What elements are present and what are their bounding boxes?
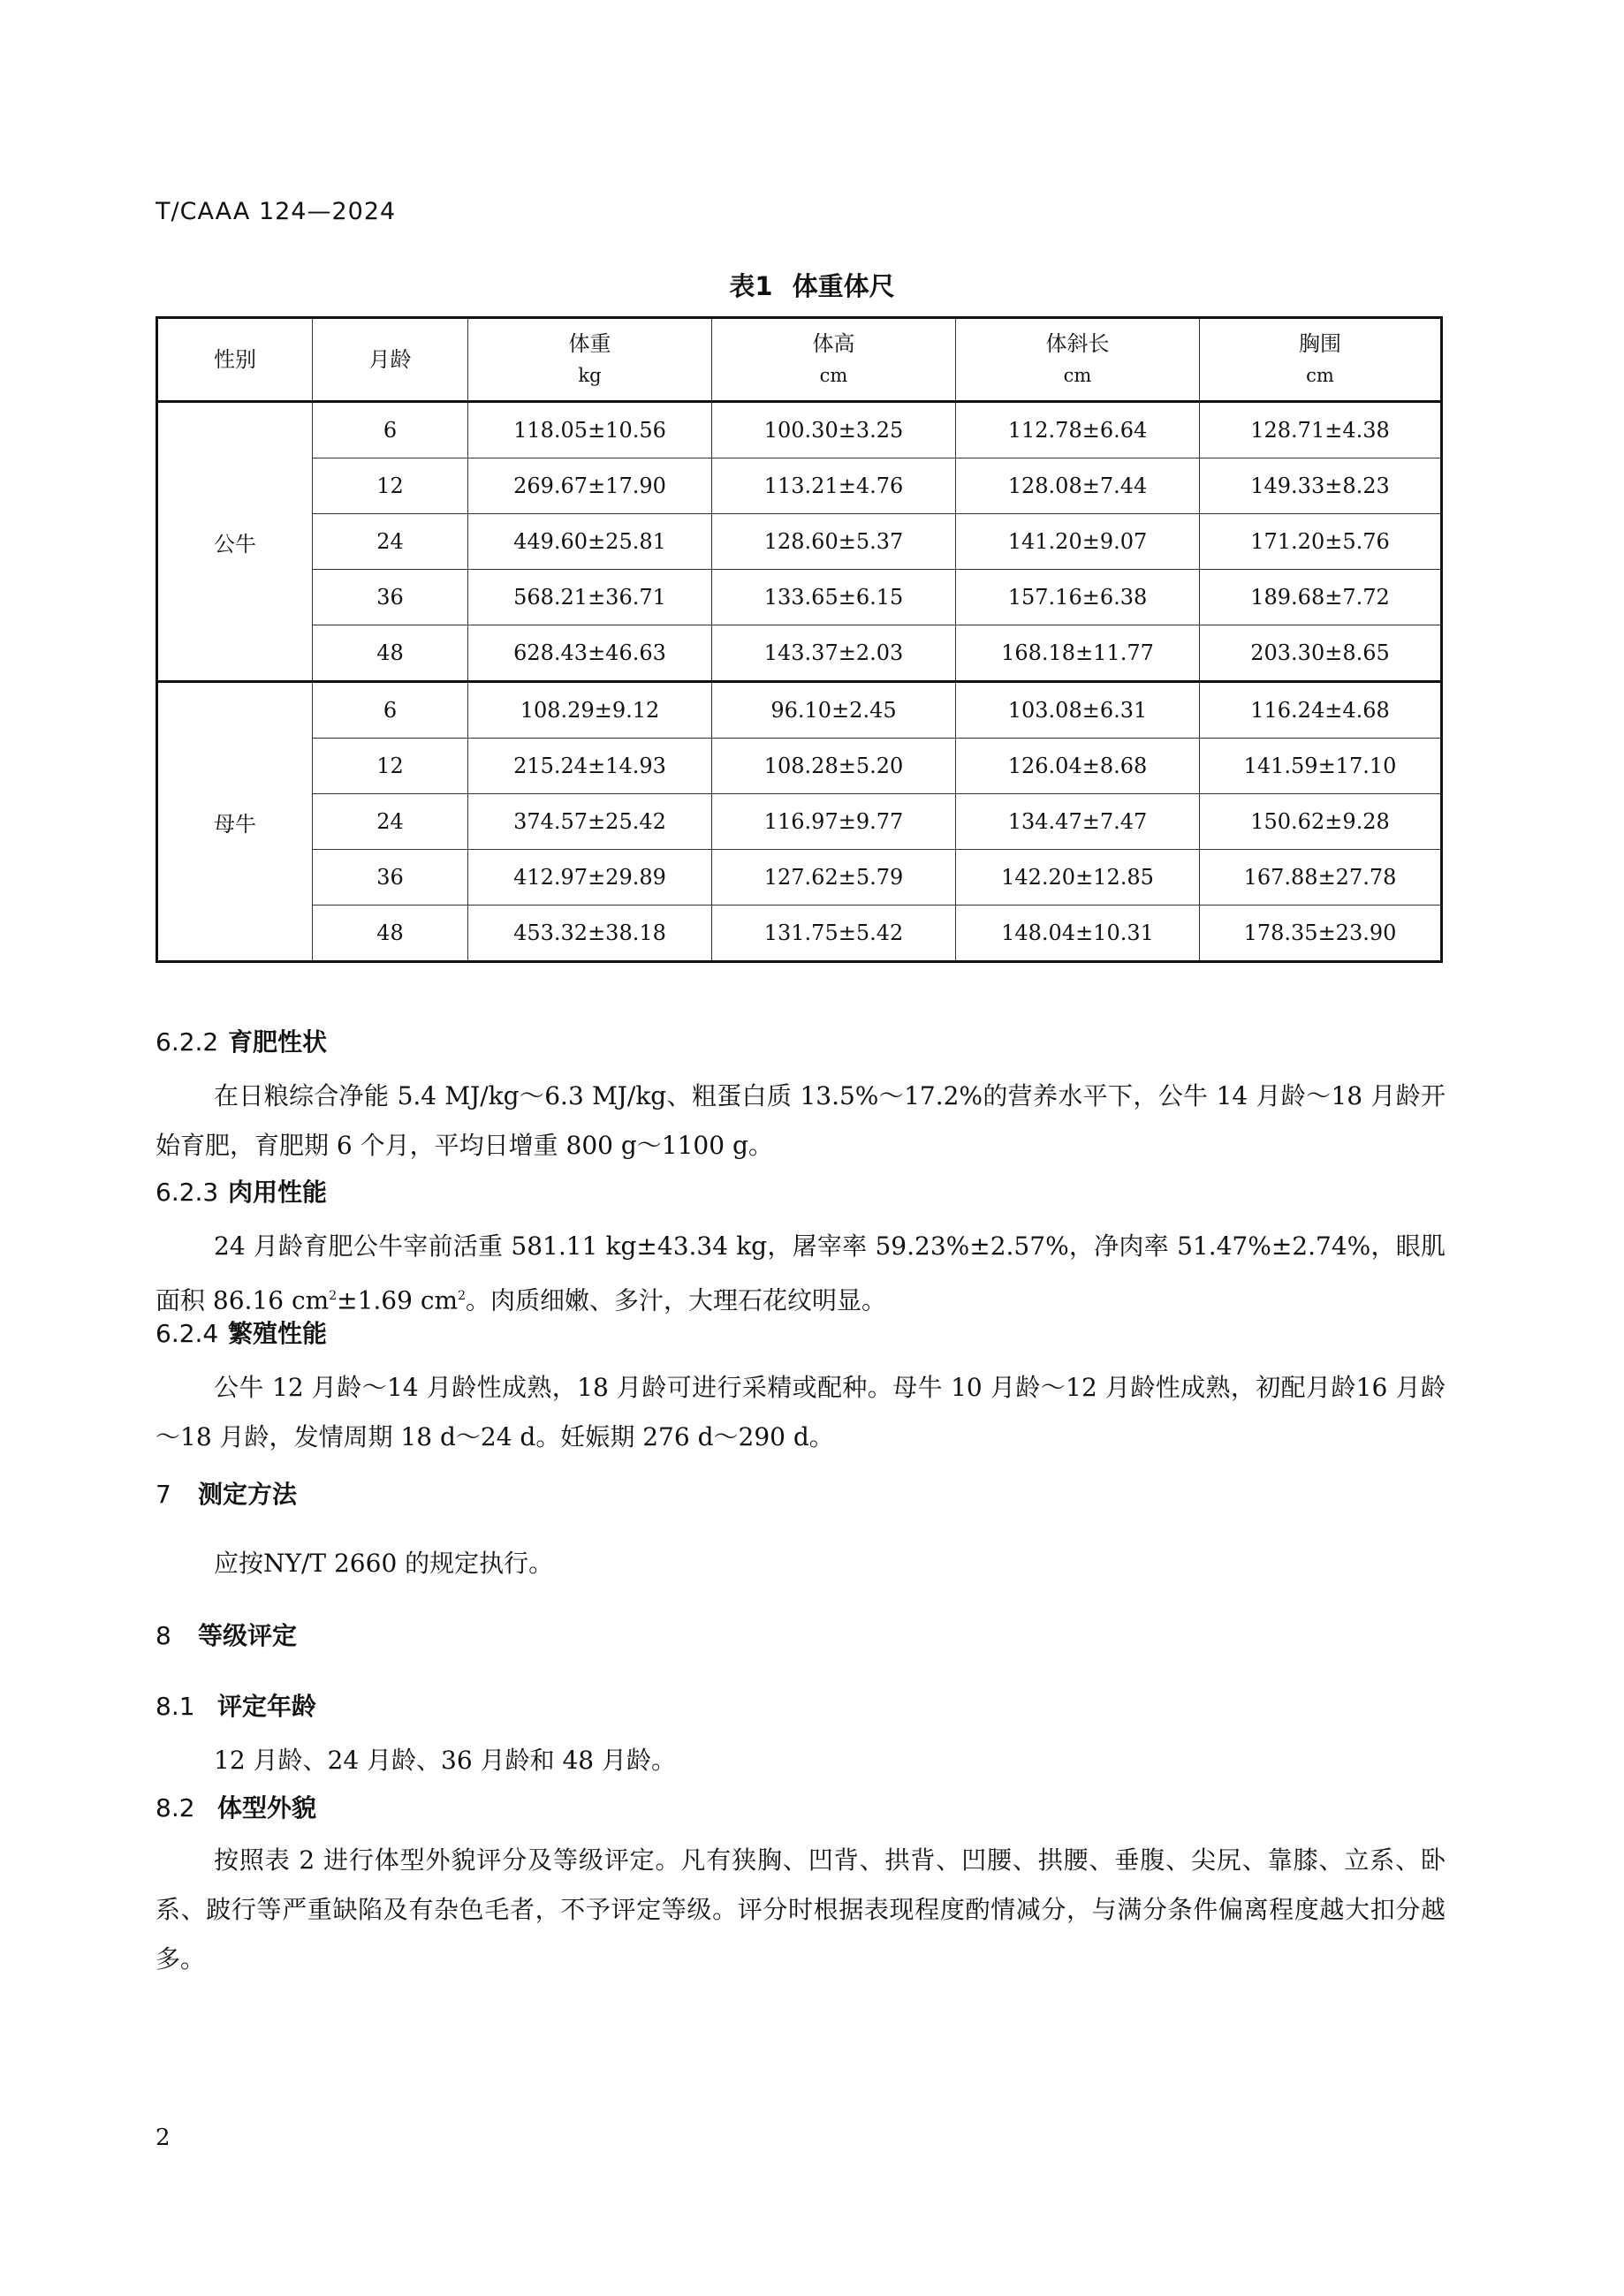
table-row [157, 850, 1442, 906]
chest-cell: 189.68±7.72 [1200, 570, 1442, 625]
female-group [157, 682, 1442, 962]
text-segment: 。肉质细嫩、多汁，大理石花纹明显。 [465, 1285, 886, 1315]
table-caption [0, 267, 1624, 303]
weight-cell: 108.29±9.12 [468, 682, 712, 739]
header-weight-label: 体重 [568, 331, 611, 356]
section-heading-8-2 [156, 1789, 316, 1824]
body-length-cell: 103.08±6.31 [956, 682, 1200, 739]
chest-cell: 116.24±4.68 [1200, 682, 1442, 739]
weight-cell: 628.43±46.63 [468, 625, 712, 682]
male-group [157, 402, 1442, 682]
table-row [157, 682, 1442, 739]
age-cell: 12 [313, 739, 468, 794]
weight-cell: 269.67±17.90 [468, 458, 712, 514]
section-title: 评定年龄 [217, 1692, 317, 1721]
age-cell: 48 [313, 625, 468, 682]
section-number: 6.2.4 [156, 1319, 219, 1348]
section-title: 肉用性能 [228, 1178, 328, 1207]
weight-cell: 215.24±14.93 [468, 739, 712, 794]
height-cell: 143.37±2.03 [712, 625, 956, 682]
section-text-6-2-4: 公牛 12 月龄～14 月龄性成熟，18 月龄可进行采精或配种。母牛 10 月龄～12 月龄性成熟，初配月龄16 月龄～18 月龄，发情周期 18 d～24 d。妊娠期 276 d～290 d。 [156, 1373, 1446, 1451]
section-heading-8 [156, 1617, 297, 1652]
table-row [157, 570, 1442, 625]
header-body-length-label: 体斜长 [1045, 331, 1110, 356]
chest-cell: 178.35±23.90 [1200, 906, 1442, 962]
section-number: 8.1 [156, 1692, 195, 1721]
body-length-cell: 126.04±8.68 [956, 739, 1200, 794]
weight-cell: 374.57±25.42 [468, 794, 712, 850]
header-age: 月龄 [313, 318, 468, 402]
chest-cell: 203.30±8.65 [1200, 625, 1442, 682]
body-length-cell: 134.47±7.47 [956, 794, 1200, 850]
section-text-6-2-3 [156, 1222, 1446, 1325]
section-number: 8.2 [156, 1793, 195, 1822]
chest-cell: 171.20±5.76 [1200, 514, 1442, 570]
weight-cell: 568.21±36.71 [468, 570, 712, 625]
text-segment: ±1.69 cm [337, 1285, 459, 1315]
superscript: 2 [458, 1289, 466, 1303]
table-row [157, 794, 1442, 850]
height-cell: 113.21±4.76 [712, 458, 956, 514]
body-length-cell: 142.20±12.85 [956, 850, 1200, 906]
age-cell: 24 [313, 794, 468, 850]
section-number: 7 [156, 1480, 171, 1509]
age-cell: 24 [313, 514, 468, 570]
section-title: 繁殖性能 [228, 1319, 328, 1348]
header-weight [468, 318, 712, 402]
section-title: 体型外貌 [217, 1793, 317, 1822]
height-cell: 127.62±5.79 [712, 850, 956, 906]
body-length-cell: 148.04±10.31 [956, 906, 1200, 962]
section-title: 测定方法 [198, 1480, 298, 1509]
table-header-row [157, 318, 1442, 402]
section-number: 6.2.2 [156, 1027, 219, 1057]
table-row [157, 625, 1442, 682]
chest-cell: 149.33±8.23 [1200, 458, 1442, 514]
weight-cell: 118.05±10.56 [468, 402, 712, 458]
age-cell: 12 [313, 458, 468, 514]
height-cell: 100.30±3.25 [712, 402, 956, 458]
section-title: 育肥性状 [228, 1027, 328, 1057]
header-body-length-unit: cm [1063, 365, 1092, 386]
header-sex: 性别 [157, 318, 313, 402]
age-cell: 6 [313, 682, 468, 739]
section-text-7: 应按NY/T 2660 的规定执行。 [214, 1549, 554, 1578]
section-title: 等级评定 [198, 1621, 298, 1650]
header-body-length [956, 318, 1200, 402]
chest-cell: 150.62±9.28 [1200, 794, 1442, 850]
section-number: 6.2.3 [156, 1178, 219, 1207]
body-length-cell: 157.16±6.38 [956, 570, 1200, 625]
section-heading-8-1 [156, 1687, 316, 1723]
table-caption-number: 表1 [729, 271, 773, 301]
sex-cell-male: 公牛 [157, 402, 313, 682]
body-length-cell: 112.78±6.64 [956, 402, 1200, 458]
section-number: 8 [156, 1621, 171, 1650]
section-heading-6-2-4 [156, 1315, 327, 1350]
height-cell: 116.97±9.77 [712, 794, 956, 850]
age-cell: 48 [313, 906, 468, 962]
header-height-unit: cm [819, 365, 848, 386]
section-heading-6-2-2 [156, 1023, 327, 1058]
sex-cell-female: 母牛 [157, 682, 313, 962]
age-cell: 6 [313, 402, 468, 458]
standard-code: T/CAAA 124—2024 [156, 198, 397, 225]
weight-cell: 449.60±25.81 [468, 514, 712, 570]
table-row [157, 458, 1442, 514]
table-row [157, 739, 1442, 794]
header-height [712, 318, 956, 402]
chest-cell: 141.59±17.10 [1200, 739, 1442, 794]
header-chest-unit: cm [1306, 365, 1334, 386]
body-length-cell: 141.20±9.07 [956, 514, 1200, 570]
weight-cell: 453.32±38.18 [468, 906, 712, 962]
height-cell: 131.75±5.42 [712, 906, 956, 962]
weight-cell: 412.97±29.89 [468, 850, 712, 906]
height-cell: 133.65±6.15 [712, 570, 956, 625]
table-row [157, 906, 1442, 962]
height-cell: 96.10±2.45 [712, 682, 956, 739]
height-cell: 128.60±5.37 [712, 514, 956, 570]
header-chest [1200, 318, 1442, 402]
table-row [157, 514, 1442, 570]
section-heading-7 [156, 1475, 297, 1511]
chest-cell: 167.88±27.78 [1200, 850, 1442, 906]
header-height-label: 体高 [812, 331, 855, 356]
header-chest-label: 胸围 [1299, 331, 1341, 356]
section-text-8-2: 按照表 2 进行体型外貌评分及等级评定。凡有狭胸、凹背、拱背、凹腰、拱腰、垂腹、尖尻、靠膝、立系、卧系、跛行等严重缺陷及有杂色毛者，不予评定等级。评分时根据表现程度酌情减分，与满分条件偏离程度越大扣分越多。 [156, 1845, 1446, 1974]
body-length-cell: 168.18±11.77 [956, 625, 1200, 682]
page-number: 2 [156, 2125, 171, 2151]
age-cell: 36 [313, 850, 468, 906]
header-weight-unit: kg [578, 365, 602, 386]
section-text-8-1: 12 月龄、24 月龄、36 月龄和 48 月龄。 [214, 1746, 677, 1775]
body-measurement-table [156, 316, 1443, 963]
text-segment: 24 月龄育肥公牛宰前活重 581.11 kg±43.34 kg，屠宰率 59.23%±2.57%，净肉率 51.47%±2.74%，眼肌面积 86.16 cm [156, 1231, 1446, 1315]
superscript: 2 [329, 1289, 338, 1303]
section-text-6-2-2: 在日粮综合净能 5.4 MJ/kg～6.3 MJ/kg、粗蛋白质 13.5%～17.2%的营养水平下，公牛 14 月龄～18 月龄开始育肥，育肥期 6 个月，平均日增重 800 g～1100 g。 [156, 1081, 1446, 1160]
body-length-cell: 128.08±7.44 [956, 458, 1200, 514]
table-caption-title: 体重体尺 [792, 271, 895, 301]
height-cell: 108.28±5.20 [712, 739, 956, 794]
chest-cell: 128.71±4.38 [1200, 402, 1442, 458]
age-cell: 36 [313, 570, 468, 625]
section-heading-6-2-3 [156, 1173, 327, 1209]
table-row [157, 402, 1442, 458]
